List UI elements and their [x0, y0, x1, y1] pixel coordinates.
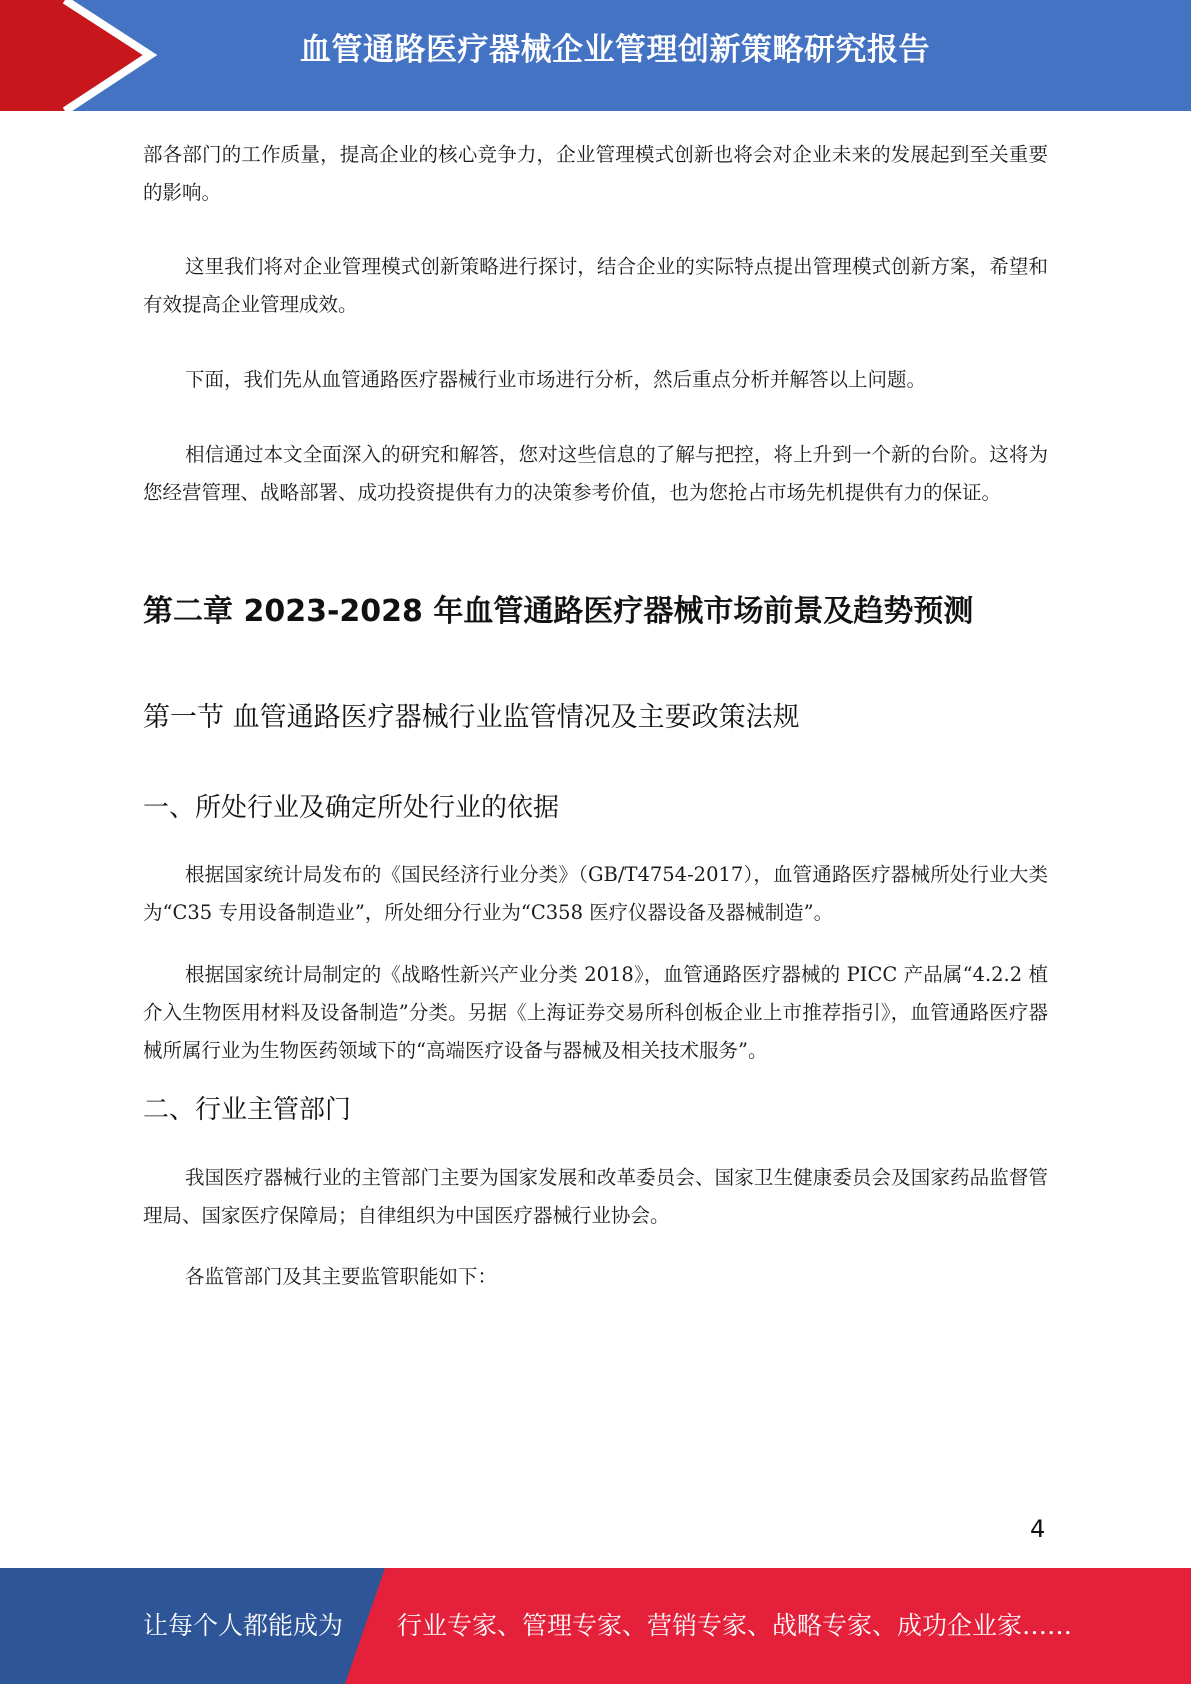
header-chevron-decoration: [0, 0, 160, 111]
report-title: 血管通路医疗器械企业管理创新策略研究报告: [300, 32, 930, 68]
paragraph-strategic-classification: 根据国家统计局制定的《战略性新兴产业分类 2018》，血管通路医疗器械的 PICC 产品属“4.2.2 植介入生物医用材料及设备制造”分类。另据《上海证券交易所科创板企业上市推荐指引》，血管通路医疗器械所属行业为生物医药领域下的“高端医疗设备与器械及相关技术服务”。: [143, 963, 1048, 1062]
footer-slogan-left: 让每个人都能成为: [143, 1611, 344, 1640]
page-footer: [0, 1568, 1191, 1684]
paragraph-authorities: 我国医疗器械行业的主管部门主要为国家发展和改革委员会、国家卫生健康委员会及国家药品监督管理局、国家医疗保障局；自律组织为中国医疗器械行业协会。: [143, 1166, 1048, 1227]
page-header: [0, 0, 1191, 111]
subsection-title-industry: 一、所处行业及确定所处行业的依据: [143, 793, 560, 823]
subsection-title-authorities: 二、行业主管部门: [143, 1095, 352, 1125]
page-number: 4: [1030, 1515, 1046, 1543]
chapter-title: 第二章 2023-2028 年血管通路医疗器械市场前景及趋势预测: [143, 594, 974, 629]
paragraph-continuation: 部各部门的工作质量，提高企业的核心竞争力，企业管理模式创新也将会对企业未来的发展起到至关重要的影响。: [143, 143, 1048, 204]
section-title: 第一节 血管通路医疗器械行业监管情况及主要政策法规: [143, 702, 800, 733]
paragraph-regulators-intro: 各监管部门及其主要监管职能如下：: [185, 1265, 498, 1288]
paragraph-strategy: 这里我们将对企业管理模式创新策略进行探讨，结合企业的实际特点提出管理模式创新方案，希望和有效提高企业管理成效。: [143, 255, 1048, 316]
paragraph-conclusion: 相信通过本文全面深入的研究和解答，您对这些信息的了解与把控，将上升到一个新的台阶。这将为您经营管理、战略部署、成功投资提供有力的决策参考价值，也为您抢占市场先机提供有力的保证。: [143, 443, 1048, 504]
footer-slogan-right: 行业专家、管理专家、营销专家、战略专家、成功企业家……: [397, 1611, 1073, 1640]
paragraph-analysis: 下面，我们先从血管通路医疗器械行业市场进行分析，然后重点分析并解答以上问题。: [185, 368, 927, 391]
paragraph-industry-classification: 根据国家统计局发布的《国民经济行业分类》（GB/T4754-2017），血管通路医疗器械所处行业大类为“C35 专用设备制造业”，所处细分行业为“C358 医疗仪器设备及器械制造”。: [143, 863, 1048, 924]
